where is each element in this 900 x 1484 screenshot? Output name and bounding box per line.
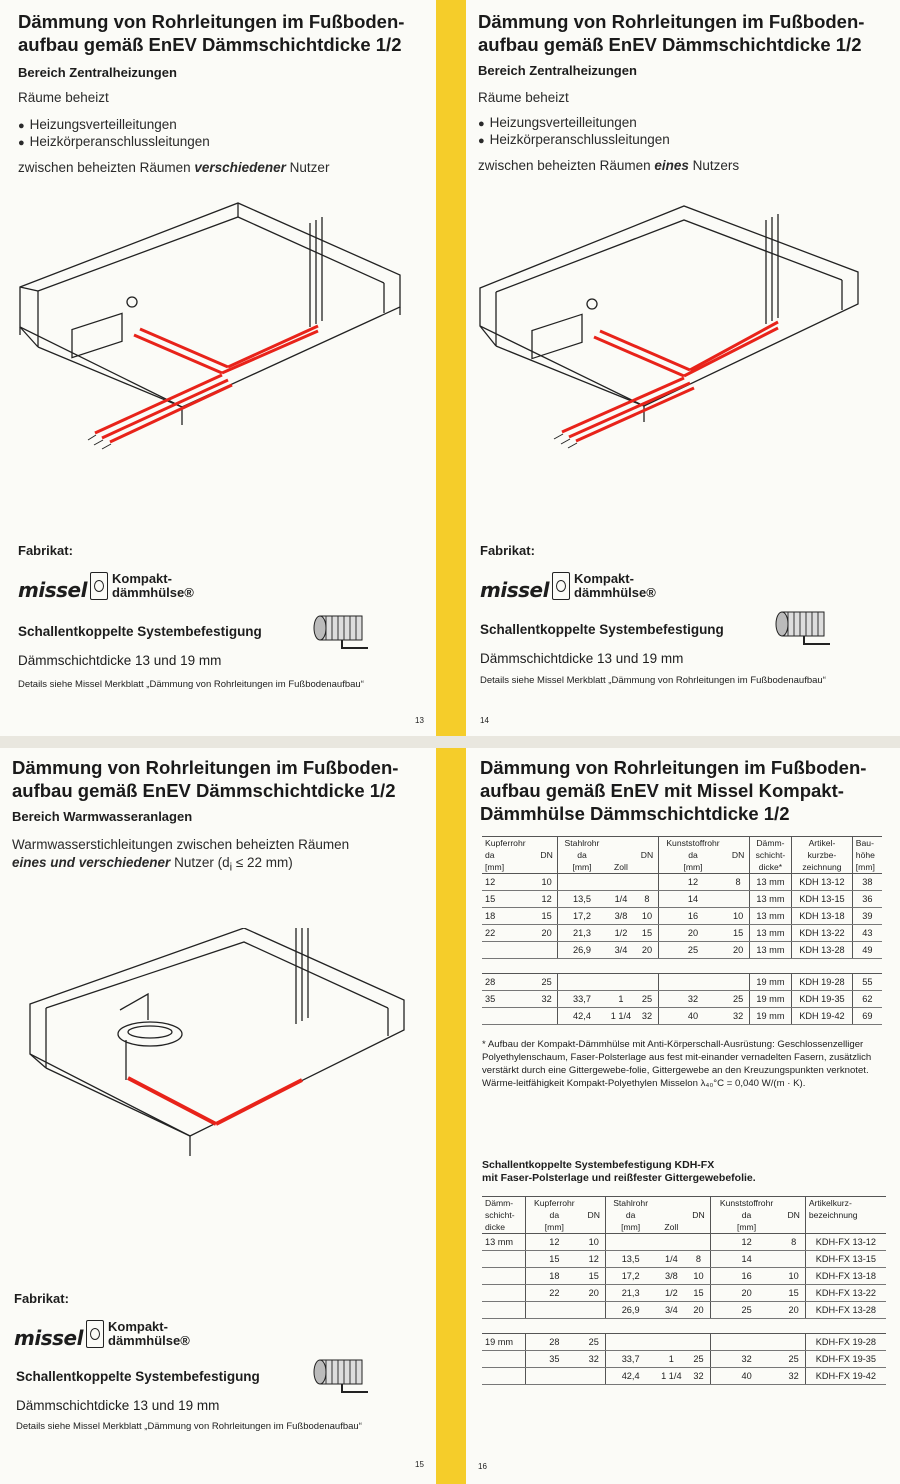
table-cell: 38 — [852, 874, 882, 891]
page-15 — [0, 748, 436, 1484]
table-cell — [687, 1234, 710, 1251]
header-cell — [636, 837, 658, 850]
table-row — [482, 1351, 886, 1368]
header-cell: [mm] — [852, 861, 882, 874]
table-cell: 26,9 — [605, 1302, 655, 1319]
table2-title: Schallentkoppelte Systembefestigung KDH-FX mit Faser-Polsterlage und reißfester Gittergewebefolie. — [482, 1159, 756, 1184]
header-cell — [655, 1197, 687, 1210]
table-cell — [782, 1251, 805, 1268]
section-heading: Bereich Zentralheizungen — [18, 65, 177, 80]
header-cell: DN — [640, 850, 654, 860]
table-cell: 33,7 — [558, 991, 606, 1008]
header-cell: Artikelkurz- — [805, 1197, 886, 1210]
table-row — [482, 1302, 886, 1319]
table-cell: 13 mm — [749, 925, 791, 942]
table-cell: 19 mm — [749, 1008, 791, 1025]
header-cell: Bau- — [852, 837, 882, 850]
table-cell: 3/8 — [655, 1268, 687, 1285]
details-note: Details siehe Missel Merkblatt „Dämmung von Rohrleitungen im Fußbodenaufbau“ — [480, 675, 826, 686]
table-cell — [636, 874, 658, 891]
header-cell — [606, 849, 637, 861]
table-cell: 16 — [658, 908, 727, 925]
table-cell — [482, 1251, 526, 1268]
table-cell: 25 — [687, 1351, 710, 1368]
table-cell: 15 — [687, 1285, 710, 1302]
table-cell: 10 — [727, 908, 749, 925]
table-cell — [605, 1234, 655, 1251]
table-cell — [558, 874, 606, 891]
product-name: Kompakt- dämmhülse® — [112, 571, 194, 600]
table-cell: 17,2 — [605, 1268, 655, 1285]
table-cell: 42,4 — [558, 1008, 606, 1025]
header-cell: da — [710, 1209, 782, 1221]
table-cell: 25 — [536, 974, 558, 991]
product-logo-icon — [90, 572, 108, 600]
header-cell — [687, 1197, 710, 1210]
table-cell: 13 mm — [749, 891, 791, 908]
table-cell: 26,9 — [558, 942, 606, 959]
table-cell: 35 — [482, 991, 536, 1008]
table-cell: 1/4 — [606, 891, 637, 908]
missel-logo — [18, 572, 218, 602]
fx-product-table — [482, 1196, 886, 1385]
table-cell — [482, 1285, 526, 1302]
table-cell: 18 — [526, 1268, 583, 1285]
table-cell: 3/4 — [606, 942, 637, 959]
table-cell: KDH-FX 13-28 — [805, 1302, 886, 1319]
table-cell: 12 — [710, 1234, 782, 1251]
header-cell — [727, 861, 749, 874]
header-cell: [mm] — [658, 861, 727, 874]
table-cell — [558, 974, 606, 991]
table-cell: 21,3 — [605, 1285, 655, 1302]
header-cell — [782, 1221, 805, 1234]
table-cell: 15 — [482, 891, 536, 908]
table-cell: 8 — [727, 874, 749, 891]
table-header-row — [482, 837, 882, 850]
table-cell: 42,4 — [605, 1368, 655, 1385]
table-header-row — [482, 1197, 886, 1210]
thickness-text: Dämmschichtdicke 13 und 19 mm — [16, 1398, 220, 1413]
header-cell: da — [605, 1209, 655, 1221]
table-row — [482, 1234, 886, 1251]
system-heading: Schallentkoppelte Systembefestigung — [480, 622, 724, 637]
table-cell: 32 — [782, 1368, 805, 1385]
table-cell — [782, 1334, 805, 1351]
header-cell: DN — [692, 1210, 705, 1220]
table-cell: 69 — [852, 1008, 882, 1025]
table-cell — [482, 1008, 536, 1025]
table-row — [482, 1368, 886, 1385]
table-cell: 19 mm — [482, 1334, 526, 1351]
table-header-row — [482, 1209, 886, 1221]
table-cell: 18 — [482, 908, 536, 925]
header-cell: [mm] — [558, 861, 606, 874]
table-cell: 35 — [526, 1351, 583, 1368]
warmwater-room-illustration — [0, 928, 436, 1198]
rooms-label: Räume beheizt — [18, 90, 109, 105]
table-gap — [482, 1319, 886, 1334]
table-cell — [482, 1368, 526, 1385]
table-cell: 1 1/4 — [655, 1368, 687, 1385]
table-cell: 36 — [852, 891, 882, 908]
table-row — [482, 925, 882, 942]
header-cell: höhe — [852, 849, 882, 861]
brand-name: missel — [18, 578, 87, 602]
missel-logo — [14, 1320, 214, 1350]
product-logo-icon — [552, 572, 570, 600]
table-cell: 13 mm — [749, 908, 791, 925]
fabrikat-label: Fabrikat: — [480, 543, 535, 558]
thickness-text: Dämmschichtdicke 13 und 19 mm — [18, 653, 222, 668]
missel-logo — [480, 572, 680, 602]
table-cell: 10 — [782, 1268, 805, 1285]
table-row — [482, 1251, 886, 1268]
section-heading: Bereich Zentralheizungen — [478, 63, 637, 78]
table-cell: 25 — [782, 1351, 805, 1368]
page-16 — [466, 748, 900, 1484]
table-cell: 1 — [655, 1351, 687, 1368]
table-cell — [482, 1268, 526, 1285]
table-cell: 3/8 — [606, 908, 637, 925]
table-cell: 10 — [636, 908, 658, 925]
table-cell — [526, 1302, 583, 1319]
bullet-item: ● Heizkörperanschlussleitungen — [478, 132, 670, 147]
header-cell: dicke* — [749, 861, 791, 874]
table-cell: 15 — [536, 908, 558, 925]
page-14 — [466, 0, 900, 736]
table-cell: 15 — [727, 925, 749, 942]
table-cell: 1 1/4 — [606, 1008, 637, 1025]
table-gap — [482, 959, 882, 974]
table-cell: 25 — [636, 991, 658, 1008]
table-cell: 13 mm — [749, 874, 791, 891]
table-cell: 40 — [710, 1368, 782, 1385]
pipe-clamp-icon — [312, 608, 374, 654]
header-cell — [583, 1221, 606, 1234]
thickness-text: Dämmschichtdicke 13 und 19 mm — [480, 651, 684, 666]
table-cell: 12 — [536, 891, 558, 908]
header-cell — [727, 837, 749, 850]
table-header-row — [482, 861, 882, 874]
table-cell: KDH-FX 19-28 — [805, 1334, 886, 1351]
header-cell — [636, 861, 658, 874]
heating-room-illustration — [466, 200, 900, 460]
system-heading: Schallentkoppelte Systembefestigung — [16, 1369, 260, 1384]
table-cell: 3/4 — [655, 1302, 687, 1319]
details-note: Details siehe Missel Merkblatt „Dämmung von Rohrleitungen im Fußbodenaufbau“ — [16, 1421, 362, 1432]
table-row — [482, 942, 882, 959]
table-cell — [636, 974, 658, 991]
table-cell: 32 — [710, 1351, 782, 1368]
table-cell: 62 — [852, 991, 882, 1008]
table-cell: 12 — [583, 1251, 606, 1268]
header-cell: schicht- — [485, 1210, 515, 1220]
header-cell: Zoll — [606, 861, 637, 874]
page-title: Dämmung von Rohrleitungen im Fußboden- aufbau gemäß EnEV Dämmschichtdicke 1/2 — [478, 11, 865, 55]
table-cell: 32 — [536, 991, 558, 1008]
header-cell — [583, 1197, 606, 1210]
product-name: Kompakt- dämmhülse® — [574, 571, 656, 600]
table-cell — [536, 942, 558, 959]
table-row — [482, 1285, 886, 1302]
table-row — [482, 1268, 886, 1285]
system-heading: Schallentkoppelte Systembefestigung — [18, 624, 262, 639]
table-cell: KDH-FX 13-18 — [805, 1268, 886, 1285]
description-line: Warmwasserstichleitungen zwischen beheizten Räumen — [12, 837, 350, 852]
table-cell: 43 — [852, 925, 882, 942]
brand-name: missel — [480, 578, 549, 602]
table-cell: 12 — [658, 874, 727, 891]
table-cell: 1 — [606, 991, 637, 1008]
table-cell: 1/2 — [606, 925, 637, 942]
header-cell: dicke — [482, 1221, 526, 1234]
table-cell: 8 — [687, 1251, 710, 1268]
table-cell: 28 — [526, 1334, 583, 1351]
header-cell — [536, 861, 558, 874]
page-13 — [0, 0, 436, 736]
header-cell — [782, 1197, 805, 1210]
table-cell: 13 mm — [482, 1234, 526, 1251]
table-cell — [482, 1351, 526, 1368]
brand-name: missel — [14, 1326, 83, 1350]
table-cell: 13,5 — [558, 891, 606, 908]
header-cell: [mm] — [605, 1221, 655, 1234]
table-cell — [583, 1368, 606, 1385]
page-number: 13 — [415, 716, 424, 725]
table-cell: 25 — [583, 1334, 606, 1351]
table-cell — [526, 1368, 583, 1385]
table-cell: 10 — [687, 1268, 710, 1285]
fabrikat-label: Fabrikat: — [14, 1291, 69, 1306]
table-cell: KDH-FX 19-35 — [805, 1351, 886, 1368]
table-cell: 16 — [710, 1268, 782, 1285]
footnote: * Aufbau der Kompakt-Dämmhülse mit Anti-Körperschall-Ausrüstung: Geschlossenzelliger Polyethylenschaum, Faser-Polsterlage aus fest mit-einander vernadelten Fasern, zusätzlich verstärkt durch eine Gittergewebe-folie, Gittergewebe an den Kreuzungspunkten verknotet. Wärme-leitfähigkeit Kompakt-Polyethylen Misselon λ₄₀°C = 0,040 W/(m · K). — [482, 1039, 872, 1089]
table-cell: 25 — [658, 942, 727, 959]
table-cell: 40 — [658, 1008, 727, 1025]
table-cell: 14 — [658, 891, 727, 908]
page-number: 15 — [415, 1460, 424, 1469]
table-cell — [606, 974, 637, 991]
header-cell: DN — [587, 1210, 600, 1220]
table-cell: 21,3 — [558, 925, 606, 942]
header-cell: DN — [731, 850, 745, 860]
table-row — [482, 874, 882, 891]
table-cell: 22 — [482, 925, 536, 942]
header-cell: da — [558, 849, 606, 861]
table-cell: KDH-FX 13-15 — [805, 1251, 886, 1268]
table-cell: KDH-FX 19-42 — [805, 1368, 886, 1385]
header-cell — [536, 837, 558, 850]
table-cell: 20 — [687, 1302, 710, 1319]
fabrikat-label: Fabrikat: — [18, 543, 73, 558]
table-cell: 13 mm — [749, 942, 791, 959]
header-cell: da — [526, 1209, 583, 1221]
header-cell: da — [485, 850, 495, 860]
page-number: 14 — [480, 716, 489, 725]
table-cell: 49 — [852, 942, 882, 959]
table-cell: 15 — [782, 1285, 805, 1302]
table-cell: 32 — [583, 1351, 606, 1368]
table-cell — [658, 974, 727, 991]
table-cell: 25 — [727, 991, 749, 1008]
table-cell: 20 — [636, 942, 658, 959]
table-cell: KDH 13-22 — [792, 925, 853, 942]
table-cell: 39 — [852, 908, 882, 925]
table-cell: 17,2 — [558, 908, 606, 925]
header-cell: [mm] — [710, 1221, 782, 1234]
table-cell: 20 — [727, 942, 749, 959]
header-cell: [mm] — [482, 861, 536, 874]
table-cell: 32 — [658, 991, 727, 1008]
header-cell: Dämm- — [482, 1197, 526, 1210]
table-cell: 20 — [782, 1302, 805, 1319]
table-header-row — [482, 849, 882, 861]
table-cell: 19 mm — [749, 974, 791, 991]
table-cell: 22 — [526, 1285, 583, 1302]
header-cell: DN — [787, 1210, 800, 1220]
bullet-item: ● Heizkörperanschlussleitungen — [18, 134, 210, 149]
section-heading: Bereich Warmwasseranlagen — [12, 809, 193, 824]
table-row — [482, 908, 882, 925]
page-title: Dämmung von Rohrleitungen im Fußboden- aufbau gemäß EnEV mit Missel Kompakt- Dämmhülse Dämmschichtdicke 1/2 — [480, 757, 867, 824]
table-cell: KDH 13-12 — [792, 874, 853, 891]
table-cell: 55 — [852, 974, 882, 991]
table-cell: 13,5 — [605, 1251, 655, 1268]
table-cell: KDH 19-35 — [792, 991, 853, 1008]
table-cell — [583, 1302, 606, 1319]
table-cell: 20 — [583, 1285, 606, 1302]
table-cell: KDH 13-15 — [792, 891, 853, 908]
table-cell — [536, 1008, 558, 1025]
header-cell: [mm] — [526, 1221, 583, 1234]
bullet-item: ● Heizungsverteilleitungen — [18, 117, 177, 132]
pipe-clamp-icon — [774, 604, 836, 650]
table-cell: KDH-FX 13-12 — [805, 1234, 886, 1251]
header-cell: DN — [540, 850, 553, 860]
header-cell: zeichnung — [792, 861, 853, 874]
table-cell: 28 — [482, 974, 536, 991]
page-title: Dämmung von Rohrleitungen im Fußboden- aufbau gemäß EnEV Dämmschichtdicke 1/2 — [12, 757, 399, 801]
table-cell: 14 — [710, 1251, 782, 1268]
table-cell: 20 — [658, 925, 727, 942]
table-cell: 8 — [636, 891, 658, 908]
usage-line: zwischen beheizten Räumen eines Nutzers — [478, 158, 740, 173]
header-cell: kurzbe- — [792, 849, 853, 861]
table-cell: 20 — [710, 1285, 782, 1302]
header-cell: Kupferrohr — [482, 837, 536, 850]
header-cell: Kunststoffrohr — [710, 1197, 782, 1210]
table-cell: 15 — [636, 925, 658, 942]
table-cell: 1/4 — [655, 1251, 687, 1268]
table-cell: 8 — [782, 1234, 805, 1251]
table-row — [482, 891, 882, 908]
table-cell: KDH 13-28 — [792, 942, 853, 959]
table-cell: 15 — [583, 1268, 606, 1285]
table-cell: KDH 13-18 — [792, 908, 853, 925]
table-cell: 10 — [536, 874, 558, 891]
table-cell: KDH-FX 13-22 — [805, 1285, 886, 1302]
product-name: Kompakt- dämmhülse® — [108, 1319, 190, 1348]
table-cell: 1/2 — [655, 1285, 687, 1302]
table-cell: 12 — [526, 1234, 583, 1251]
description-line: eines und verschiedener Nutzer ($d_i \le 22$ mm) — [12, 855, 293, 874]
table-cell: 10 — [583, 1234, 606, 1251]
table-cell — [482, 1302, 526, 1319]
table-cell: 15 — [526, 1251, 583, 1268]
product-logo-icon — [86, 1320, 104, 1348]
details-note: Details siehe Missel Merkblatt „Dämmung von Rohrleitungen im Fußbodenaufbau“ — [18, 679, 364, 690]
header-cell — [805, 1221, 886, 1234]
pipe-clamp-icon — [312, 1352, 374, 1398]
header-cell — [687, 1221, 710, 1234]
table-cell — [655, 1234, 687, 1251]
table-cell — [727, 974, 749, 991]
product-table — [482, 836, 882, 1025]
header-cell: Zoll — [655, 1221, 687, 1234]
header-cell: Kunststoffrohr — [658, 837, 727, 850]
header-cell: Kupferrohr — [526, 1197, 583, 1210]
table-cell: 32 — [727, 1008, 749, 1025]
table-cell: KDH 19-42 — [792, 1008, 853, 1025]
header-cell: schicht- — [749, 849, 791, 861]
table-row — [482, 1008, 882, 1025]
table-cell: 19 mm — [749, 991, 791, 1008]
header-cell — [606, 837, 637, 850]
header-cell: Dämm- — [749, 837, 791, 850]
table-cell — [606, 874, 637, 891]
table-cell — [727, 891, 749, 908]
table-cell — [710, 1334, 782, 1351]
table-row — [482, 991, 882, 1008]
bullet-item: ● Heizungsverteilleitungen — [478, 115, 637, 130]
header-cell: da — [658, 849, 727, 861]
table-cell: 12 — [482, 874, 536, 891]
usage-line: zwischen beheizten Räumen verschiedener Nutzer — [18, 160, 330, 175]
table-cell: 20 — [536, 925, 558, 942]
table-cell — [655, 1334, 687, 1351]
heating-room-illustration — [0, 195, 436, 465]
table-cell — [482, 942, 536, 959]
header-cell: Artikel- — [792, 837, 853, 850]
header-cell: Stahlrohr — [605, 1197, 655, 1210]
table-cell: 33,7 — [605, 1351, 655, 1368]
table-row — [482, 1334, 886, 1351]
table-cell: KDH 19-28 — [792, 974, 853, 991]
page-number: 16 — [478, 1462, 487, 1471]
table-cell — [605, 1334, 655, 1351]
page-title: Dämmung von Rohrleitungen im Fußboden- aufbau gemäß EnEV Dämmschichtdicke 1/2 — [18, 11, 405, 55]
table-cell: 25 — [710, 1302, 782, 1319]
header-cell: bezeichnung — [805, 1209, 886, 1221]
header-cell — [655, 1209, 687, 1221]
table-cell: 32 — [636, 1008, 658, 1025]
table-header-row — [482, 1221, 886, 1234]
header-cell: Stahlrohr — [558, 837, 606, 850]
table-row — [482, 974, 882, 991]
rooms-label: Räume beheizt — [478, 90, 569, 105]
table-cell — [687, 1334, 710, 1351]
table-cell: 32 — [687, 1368, 710, 1385]
horizontal-fold — [0, 736, 900, 748]
